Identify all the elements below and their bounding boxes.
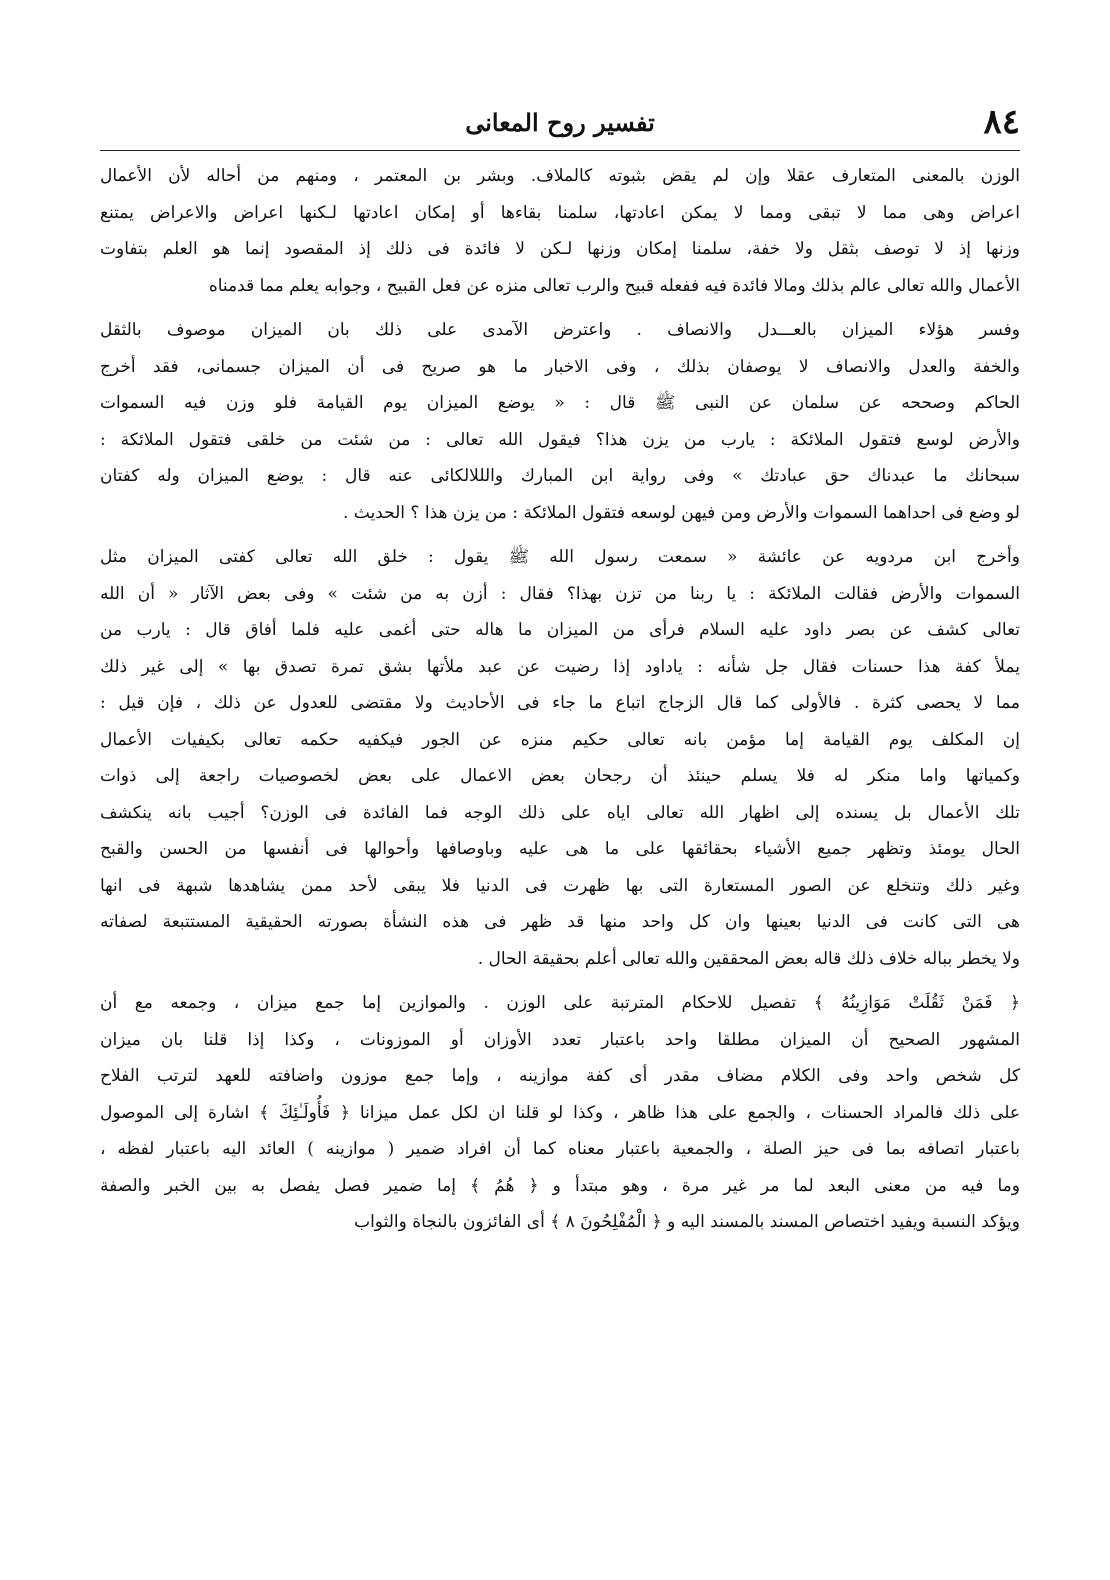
text-line: الحاكم وصححه عن سلمان عن النبى ﷺ قال : « يوضع الميزان يوم القيامة فلو وزن فيه السموات	[100, 393, 1020, 413]
text-line: تلك الأعمال بل يسنده إلى اظهار الله تعالى اياه على ذلك الوجه فما الفائدة فى الوزن؟ أجيب بانه ينكشف	[100, 802, 1020, 823]
running-title: تفسير روح المعانى	[465, 108, 655, 137]
text-line: والخفة والعدل والانصاف لا يوصفان بذلك ، وفى الاخبار ما هو صريح فى أن الميزان جسمانى، فقد أخرج	[100, 356, 1020, 377]
text-line: كل شخص واحد وفى الكلام مضاف مقدر أى كفة موازينه ، وإما جمع موزون واضافته للعهد لترتب الفلاح	[100, 1066, 1020, 1086]
text-line: ويؤكد النسبة ويفيد اختصاص المسند بالمسند اليه و ﴿ الْمُفْلِحُونَ ٨ ﴾ أى الفائزون بالنجاة والثواب	[354, 1212, 1020, 1232]
text-line: وزنها إذ لا توصف بثقل ولا خفة، سلمنا إمكان وزنها لـكن لا فائدة فى ذلك إذ المقصود إنما هو العلم بتفاوت	[100, 239, 1020, 259]
header-rule	[100, 150, 1020, 151]
text-line: ولا يخطر بباله خلاف ذلك قاله بعض المحققين والله تعالى أعلم بحقيقة الحال .	[477, 948, 1020, 969]
page-header	[100, 100, 1020, 150]
text-line: لو وضع فى احداهما السموات والأرض ومن فيهن لوسعه فتقول الملائكة : من يزن هذا ؟ الحديث .	[342, 502, 1020, 523]
text-line: وما فيه من معنى البعد لما مر غير مرة ، وهو مبتدأ و ﴿ هُمُ ﴾ إما ضمير فصل يفصل به بين الخبر والصفة	[100, 1175, 1020, 1196]
text-line: اعراض وهى مما لا تبقى ومما لا يمكن اعادتها، سلمنا بقاءها أو إمكان اعادتها لـكنها اعراض والاعراض يمتنع	[100, 202, 1020, 223]
page-number: ٨٤	[983, 102, 1020, 142]
paragraph-gap	[100, 531, 1020, 539]
text-line: على ذلك فالمراد الحسنات ، والجمع على هذا ظاهر ، وكذا لو قلنا ان لكل عمل ميزانا ﴿ فَأُولَـٰئِكَ ﴾ اشارة إلى الموصول	[100, 1102, 1020, 1123]
text-line: الوزن بالمعنى المتعارف عقلا وإن لم يقض بثبوته كالملاف. وبشر بن المعتمر ، ومنهم من أحاله لأن الأعمال	[100, 166, 1020, 186]
text-line: الأعمال والله تعالى عالم بذلك ومالا فائدة فيه ففعله قبيح والرب تعالى منزه عن فعل القبيح ، وجوابه يعلم مما قدمناه	[208, 275, 1020, 296]
text-line: وغير ذلك وتنخلع عن الصور المستعارة التى بها ظهرت فى الدنيا فلا يبقى لأحد ممن يشاهدها شبهة فى انها	[100, 875, 1020, 896]
text-line: السموات والأرض فقالت الملائكة : يا ربنا من تزن بهذا؟ فقال : أزن به من شئت » وفى بعض الآثار « أن الله	[100, 583, 1020, 604]
paragraph-gap	[100, 304, 1020, 312]
text-line: إن المكلف يوم القيامة إما مؤمن بانه تعالى حكيم منزه عن الجور فيكفيه حكمه تعالى بكيفيات الأعمال	[100, 729, 1020, 750]
text-line: والأرض لوسع فتقول الملائكة : يارب من يزن هذا؟ فيقول الله تعالى : من شئت من خلقى فتقول الملائكة :	[100, 429, 1020, 450]
text-line: وفسر هؤلاء الميزان بالعـــدل والانصاف . واعترض الآمدى على ذلك بان الميزان موصوف بالثقل	[100, 320, 1020, 340]
text-line: باعتبار اتصافه بما فى حيز الصلة ، والجمعية باعتبار معناه كما أن افراد ضمير ( موازينه ) العائد اليه باعتبار لفظه ،	[100, 1139, 1020, 1159]
text-line: هى التى كانت فى الدنيا بعينها وان كل واحد منها قد ظهر فى هذه النشأة بصورته الحقيقية المستتبعة لصفاته	[100, 912, 1020, 932]
text-line: وأخرج ابن مردويه عن عائشة « سمعت رسول الله ﷺ يقول : خلق الله تعالى كفتى الميزان مثل	[100, 547, 1020, 567]
text-line: يملأ كفة هذا حسنات فقال جل شأنه : ياداود إذا رضيت عن عبد ملأتها بشق تمرة تصدق بها » إلى غير ذلك	[100, 656, 1020, 677]
text-line: الحال يومئذ وتظهر جميع الأشياء بحقائقها على ما هى عليه وباوصافها وأحوالها فى أنفسها من الحسن والقبح	[100, 839, 1020, 859]
text-line: وكمياتها واما منكر له فلا يسلم حينئذ أن رجحان بعض الاعمال على بعض لخصوصيات راجعة إلى ذوات	[100, 766, 1020, 786]
text-line: ﴿ فَمَنْ ثَقُلَتْ مَوَازِينُهُ ﴾ تفصيل للاحكام المترتبة على الوزن . والموازين إما جمع ميزان ، وجمعه مع أن	[100, 993, 1020, 1013]
page-body	[100, 158, 1020, 1241]
text-line: سبحانك ما عبدناك حق عبادتك » وفى رواية ابن المبارك والللالكائى عنه قال : يوضع الميزان وله كفتان	[100, 466, 1020, 486]
text-line: مما لا يحصى كثرة . فالأولى كما قال الزجاج اتباع ما جاء فى الأحاديث ولا مقتضى للعدول عن ذلك ، فإن قيل :	[100, 693, 1020, 713]
text-line: تعالى كشف عن بصر داود عليه السلام فرأى من الميزان ما هاله حتى أغمى عليه فلما أفاق قال : يارب من	[100, 620, 1020, 640]
text-line: المشهور الصحيح أن الميزان مطلقا واحد باعتبار تعدد الأوزان أو الموزونات ، وكذا إذا قلنا بان ميزان	[100, 1029, 1020, 1050]
paragraph-gap	[100, 977, 1020, 985]
